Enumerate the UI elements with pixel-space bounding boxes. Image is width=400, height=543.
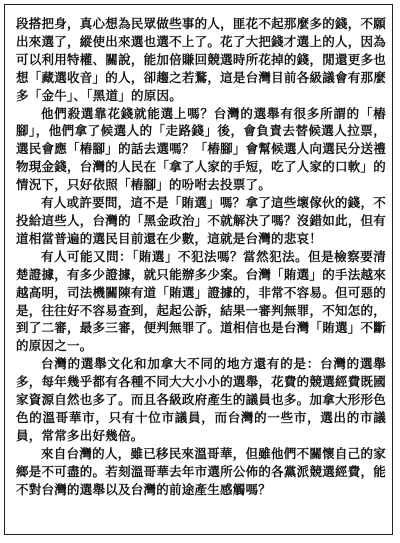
paragraph: 來自台灣的人，雖已移民來溫哥華，但雖他們不關懷自己的家鄉是不可盡的。若刻溫哥華去年市選所公佈的各黨派競選經費，能不對台灣的選舉以及台灣的前途產生感觸嗎？: [16, 445, 386, 497]
paragraph: 有人或許要問，這不是「賄選」嗎？拿了這些壞傢伙的錢，不投給這些人，台灣的「黑金政治」不就解決了嗎？沒錯如此，但有道相當普遍的選民目前還在少數，這就是台灣的悲哀！: [16, 195, 386, 246]
paragraph: 段搭把身，真心想為民眾做些事的人，匪花不起那麼多的錢，不願出來選了，縱使出來選也選不上了。花了大把錢才選上的人，因為可以利用特權、關說，能加倍賺回競選時所花掉的錢，閒還更多也想「藏選收音」的人，卻趨之若鶩，這是台灣目前各級議會有那麼多「金牛」、「黑道」的原因。: [16, 16, 386, 103]
paragraph: 他們殺選靠花錢就能選上嗎？台灣的選舉有很多所謂的「樁腳」，他們拿了候選人的「走路錢」後，會負責去替候選人拉票，選民會應「樁腳」的話去選嗎？「樁腳」會幫候選人向選民分送禮物現金錢，台灣的人民在「拿了人家的手短，吃了人家的口軟」的情況下，只好依照「樁腳」的吩咐去投票了。: [16, 105, 386, 193]
article-body: [16, 15, 386, 498]
paragraph: 有人可能又問：「賄選」不犯法嗎？當然犯法。但是檢察要清楚證據，有多少證據，就只能辦多少案。台灣「賄選」的手法越來越高明，司法機關陳有道「賄選」證據的，非常不容易。但可惡的是，往往好不容易查到，起起公訴，結果一審判無罪，不知怎的，到了二審，最多三審，便判無罪了。道相信也是台灣「賄選」不斷的原因之一。: [16, 248, 386, 354]
paragraph: 台灣的選舉文化和加拿大不同的地方還有的是：台灣的選舉多，每年幾乎都有各種不同大大小小的選舉，花費的競選經費既國家資源自然也多了。而且各級政府產生的議員也多。加拿大形形色色的溫哥華市，只有十位市議員，而台灣的一些市，選出的市議員，常常多出好幾倍。: [16, 356, 386, 443]
page-frame: [4, 4, 393, 535]
